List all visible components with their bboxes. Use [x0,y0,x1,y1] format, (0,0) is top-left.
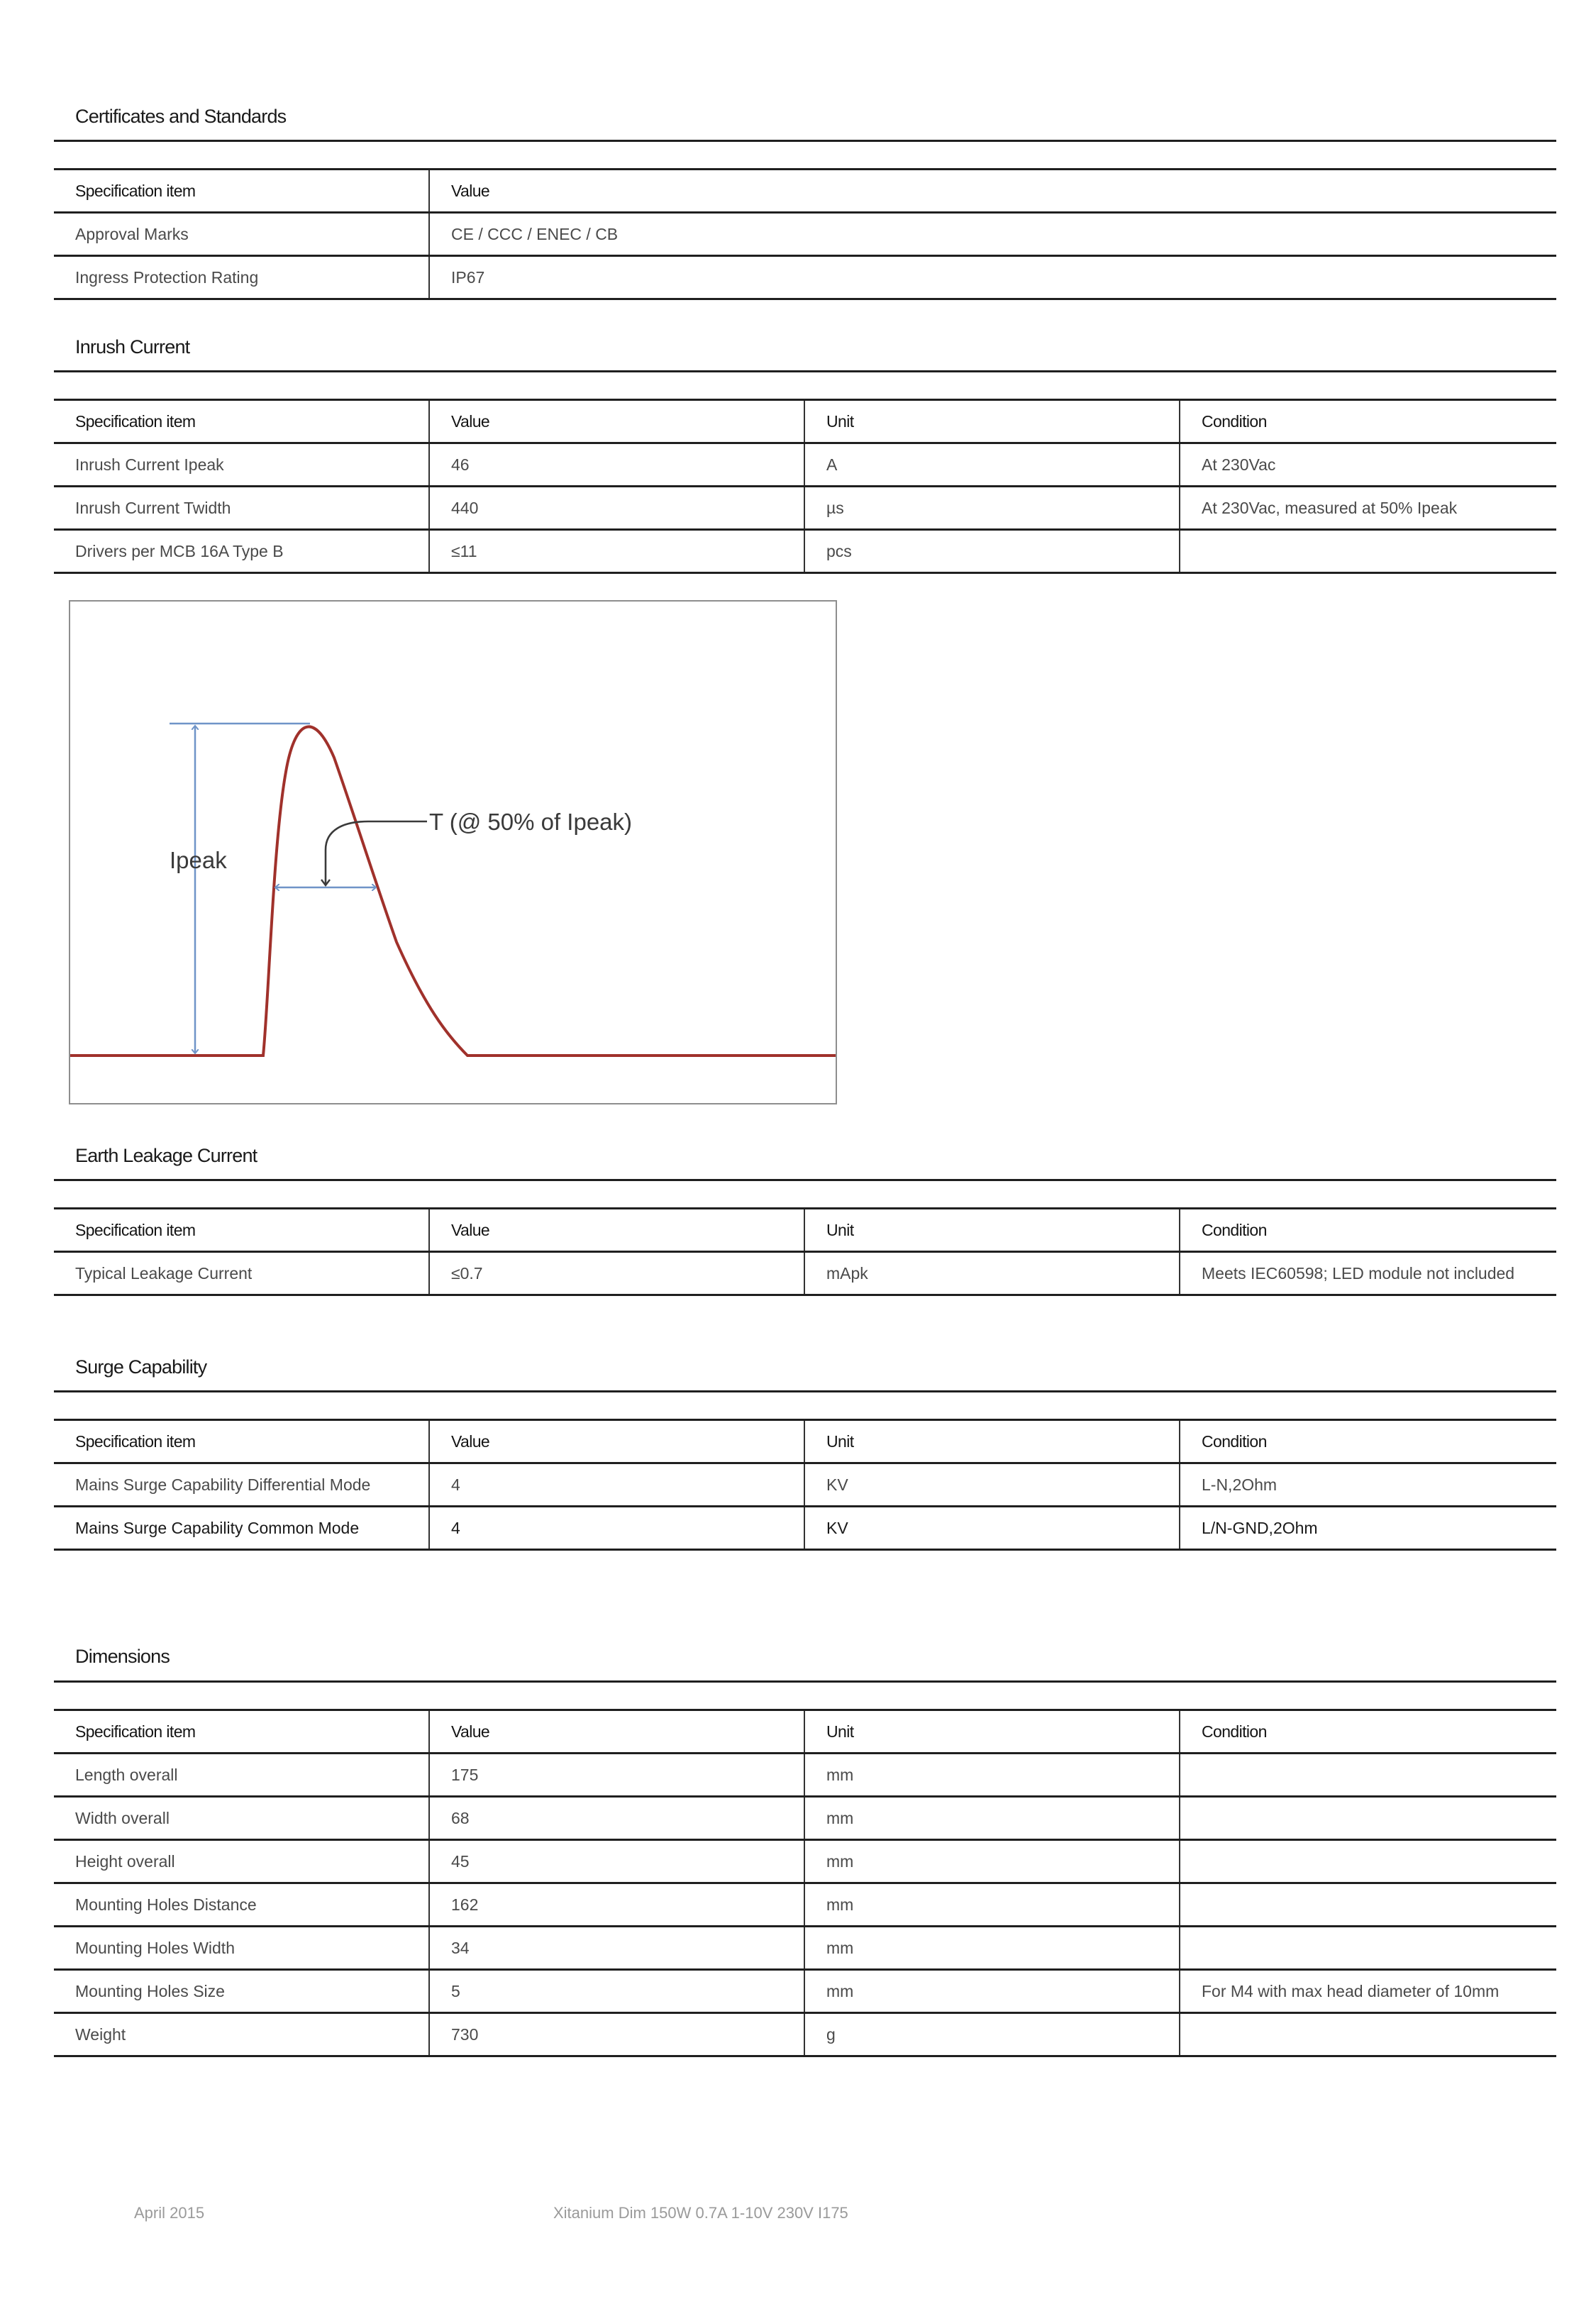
table-row [54,256,1556,299]
table-cell: At 230Vac, measured at 50% Ipeak [1180,487,1556,530]
header-cell: Specification item [54,1710,429,1754]
table-cell [1180,530,1556,573]
section-rule [54,370,1556,372]
header-cell: Value [429,1209,804,1252]
table-cell: Mounting Holes Distance [54,1883,429,1927]
inrush-table [54,399,1556,574]
table-cell: Inrush Current Ipeak [54,443,429,487]
table-cell: 68 [429,1797,804,1840]
table-cell: Weight [54,2013,429,2056]
header-cell: Specification item [54,400,429,443]
table-cell: Drivers per MCB 16A Type B [54,530,429,573]
inrush-waveform-figure [69,600,837,1104]
waveform-curve [70,726,836,1056]
table-cell: Inrush Current Twidth [54,487,429,530]
table-cell: Mains Surge Capability Common Mode [54,1507,429,1550]
table-cell: 162 [429,1883,804,1927]
section-title-surge: Surge Capability [75,1356,207,1378]
table-cell: L-N,2Ohm [1180,1463,1556,1507]
table-row [54,1883,1556,1927]
header-cell: Unit [804,1710,1180,1754]
table-cell [1180,1754,1556,1797]
header-cell: Value [429,170,1556,213]
table-row [54,1840,1556,1883]
table-cell: 45 [429,1840,804,1883]
header-cell: Specification item [54,170,429,213]
table-cell: 46 [429,443,804,487]
table-header-row [54,170,1556,213]
table-header-row [54,1710,1556,1754]
table-cell [1180,1927,1556,1970]
table-cell: mApk [804,1252,1180,1295]
table-cell: mm [804,1883,1180,1927]
table-cell: Mounting Holes Width [54,1927,429,1970]
table-cell: For M4 with max head diameter of 10mm [1180,1970,1556,2013]
footer-date: April 2015 [134,2204,205,2222]
table-cell: L/N-GND,2Ohm [1180,1507,1556,1550]
section-rule [54,1179,1556,1181]
inrush-waveform-diagram [70,602,836,1103]
section-title-inrush: Inrush Current [75,336,190,358]
dimensions-table [54,1709,1556,2057]
table-row [54,2013,1556,2056]
certificates-table [54,168,1556,300]
table-cell: Typical Leakage Current [54,1252,429,1295]
header-cell: Specification item [54,1209,429,1252]
earth-leakage-table [54,1207,1556,1296]
table-cell: ≤11 [429,530,804,573]
table-cell: mm [804,1840,1180,1883]
table-cell: Meets IEC60598; LED module not included [1180,1252,1556,1295]
header-cell: Value [429,1420,804,1463]
table-cell: CE / CCC / ENEC / CB [429,213,1556,256]
table-cell: Ingress Protection Rating [54,256,429,299]
header-cell: Condition [1180,1420,1556,1463]
table-cell [1180,1840,1556,1883]
table-row [54,213,1556,256]
table-cell: 4 [429,1463,804,1507]
section-title-earth-leakage: Earth Leakage Current [75,1145,257,1166]
table-cell: KV [804,1463,1180,1507]
table-cell: mm [804,1970,1180,2013]
table-cell: 5 [429,1970,804,2013]
header-cell: Condition [1180,1209,1556,1252]
section-title-dimensions: Dimensions [75,1646,170,1667]
table-cell: 175 [429,1754,804,1797]
table-cell: 440 [429,487,804,530]
table-cell: At 230Vac [1180,443,1556,487]
table-cell: 34 [429,1927,804,1970]
table-cell: IP67 [429,256,1556,299]
table-cell: Mains Surge Capability Differential Mode [54,1463,429,1507]
header-cell: Condition [1180,1710,1556,1754]
header-cell: Unit [804,1209,1180,1252]
table-row [54,487,1556,530]
table-row [54,1927,1556,1970]
table-cell: pcs [804,530,1180,573]
table-cell: Approval Marks [54,213,429,256]
table-cell: 730 [429,2013,804,2056]
table-row [54,1797,1556,1840]
table-row [54,1970,1556,2013]
t-callout-arrow [326,821,427,884]
header-cell: Condition [1180,400,1556,443]
section-title-certificates: Certificates and Standards [75,106,287,127]
table-cell: Length overall [54,1754,429,1797]
table-cell: g [804,2013,1180,2056]
surge-table [54,1419,1556,1551]
header-cell: Value [429,400,804,443]
footer-product-name: Xitanium Dim 150W 0.7A 1-10V 230V I175 [553,2204,848,2222]
table-row [54,443,1556,487]
table-cell: ≤0.7 [429,1252,804,1295]
section-rule [54,140,1556,142]
ipeak-label: Ipeak [170,847,227,873]
header-cell: Value [429,1710,804,1754]
table-row [54,1507,1556,1550]
table-cell: Width overall [54,1797,429,1840]
table-cell: KV [804,1507,1180,1550]
section-rule [54,1680,1556,1683]
table-header-row [54,1209,1556,1252]
table-cell [1180,2013,1556,2056]
header-cell: Unit [804,400,1180,443]
table-cell: mm [804,1927,1180,1970]
table-row [54,1252,1556,1295]
table-cell [1180,1797,1556,1840]
header-cell: Unit [804,1420,1180,1463]
table-header-row [54,400,1556,443]
table-cell: mm [804,1754,1180,1797]
table-cell: 4 [429,1507,804,1550]
table-cell: µs [804,487,1180,530]
table-header-row [54,1420,1556,1463]
table-row [54,1463,1556,1507]
table-row [54,530,1556,573]
table-cell: Height overall [54,1840,429,1883]
header-cell: Specification item [54,1420,429,1463]
table-cell: A [804,443,1180,487]
section-rule [54,1390,1556,1392]
table-row [54,1754,1556,1797]
table-cell: mm [804,1797,1180,1840]
table-cell [1180,1883,1556,1927]
t-label: T (@ 50% of Ipeak) [429,809,633,835]
table-cell: Mounting Holes Size [54,1970,429,2013]
